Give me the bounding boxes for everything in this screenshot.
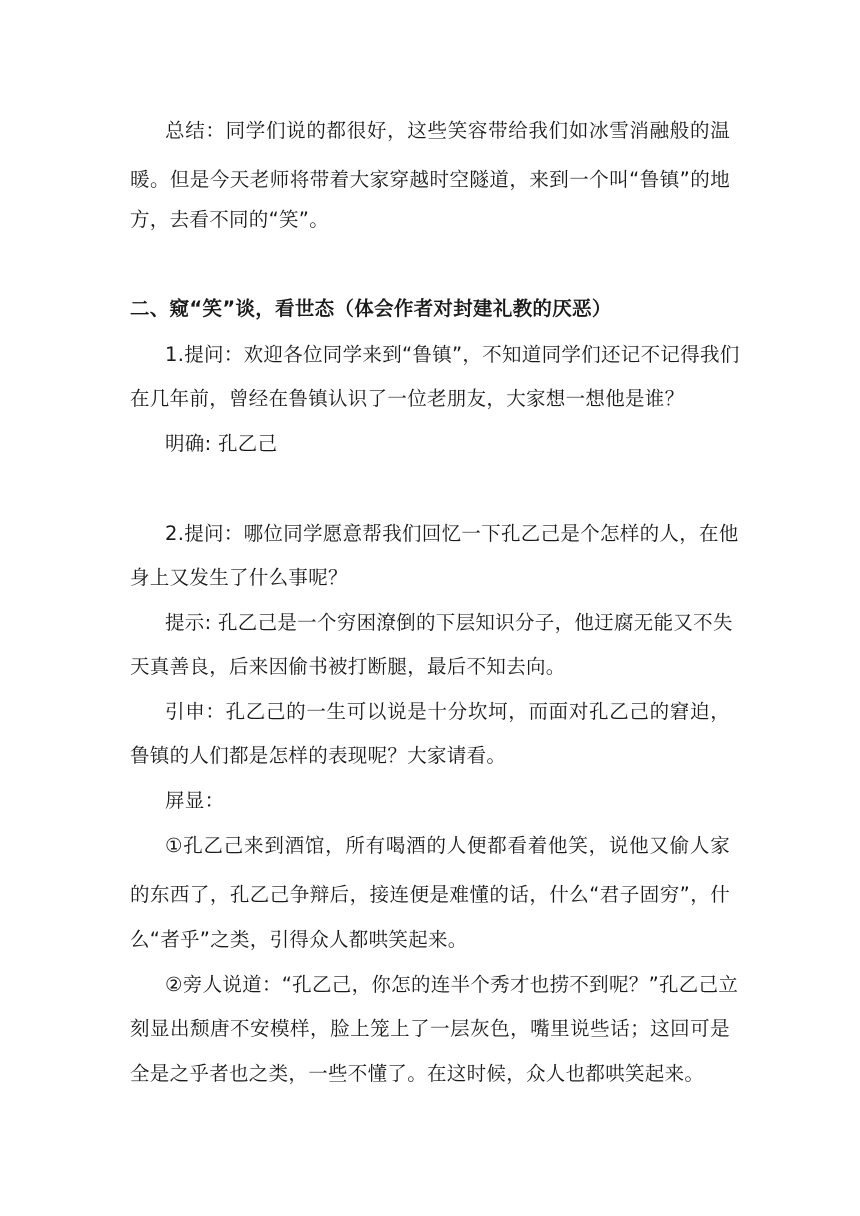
question-1-line-2: 在几年前，曾经在鲁镇认识了一位老朋友，大家想一想他是谁？ [130,387,685,410]
question-2-line-1: 2.提问：哪位同学愿意帮我们回忆一下孔乙己是个怎样的人，在他 [165,522,739,545]
hint-line-2: 天真善良，后来因偷书被打断腿，最后不知去向。 [130,655,566,678]
extension-line-1: 引申：孔乙己的一生可以说是十分坎坷，而面对孔乙己的窘迫， [165,700,730,723]
paragraph-summary-line-3: 方，去看不同的“笑”。 [130,208,330,231]
question-1-line-1: 1.提问：欢迎各位同学来到“鲁镇”，不知道同学们还记不记得我们 [165,343,740,366]
excerpt-1-line-2: 的东西了，孔乙己争辩后，接连便是难懂的话，什么“君子固穷”，什 [130,883,730,906]
hint-line-1: 提示: 孔乙己是一个穷困潦倒的下层知识分子，他迂腐无能又不失 [165,611,733,634]
excerpt-1-line-1: ①孔乙己来到酒馆，所有喝酒的人便都看着他笑，说他又偷人家 [165,834,730,857]
question-2-line-2: 身上又发生了什么事呢？ [130,566,348,589]
excerpt-2-line-2: 刻显出颓唐不安模样，脸上笼上了一层灰色，嘴里说些话；这回可是 [130,1017,730,1040]
excerpt-2-line-3: 全是之乎者也之类，一些不懂了。在这时候，众人也都哄笑起来。 [130,1062,705,1085]
screen-display-label: 屏显： [165,789,225,812]
paragraph-summary-line-1: 总结：同学们说的都很好，这些笑容带给我们如冰雪消融般的温 [165,119,730,142]
excerpt-1-line-3: 么“者乎”之类，引得众人都哄笑起来。 [130,928,468,951]
extension-line-2: 鲁镇的人们都是怎样的表现呢？大家请看。 [130,744,507,767]
paragraph-summary-line-2: 暖。但是今天老师将带着大家穿越时空隧道，来到一个叫“鲁镇”的地 [130,168,730,191]
section-heading: 二、窥“笑”谈，看世态（体会作者对封建礼教的厌恶） [130,297,612,320]
excerpt-2-line-1: ②旁人说道：“孔乙己，你怎的连半个秀才也捞不到呢？”孔乙己立 [165,973,739,996]
answer-1: 明确: 孔乙己 [165,432,278,455]
